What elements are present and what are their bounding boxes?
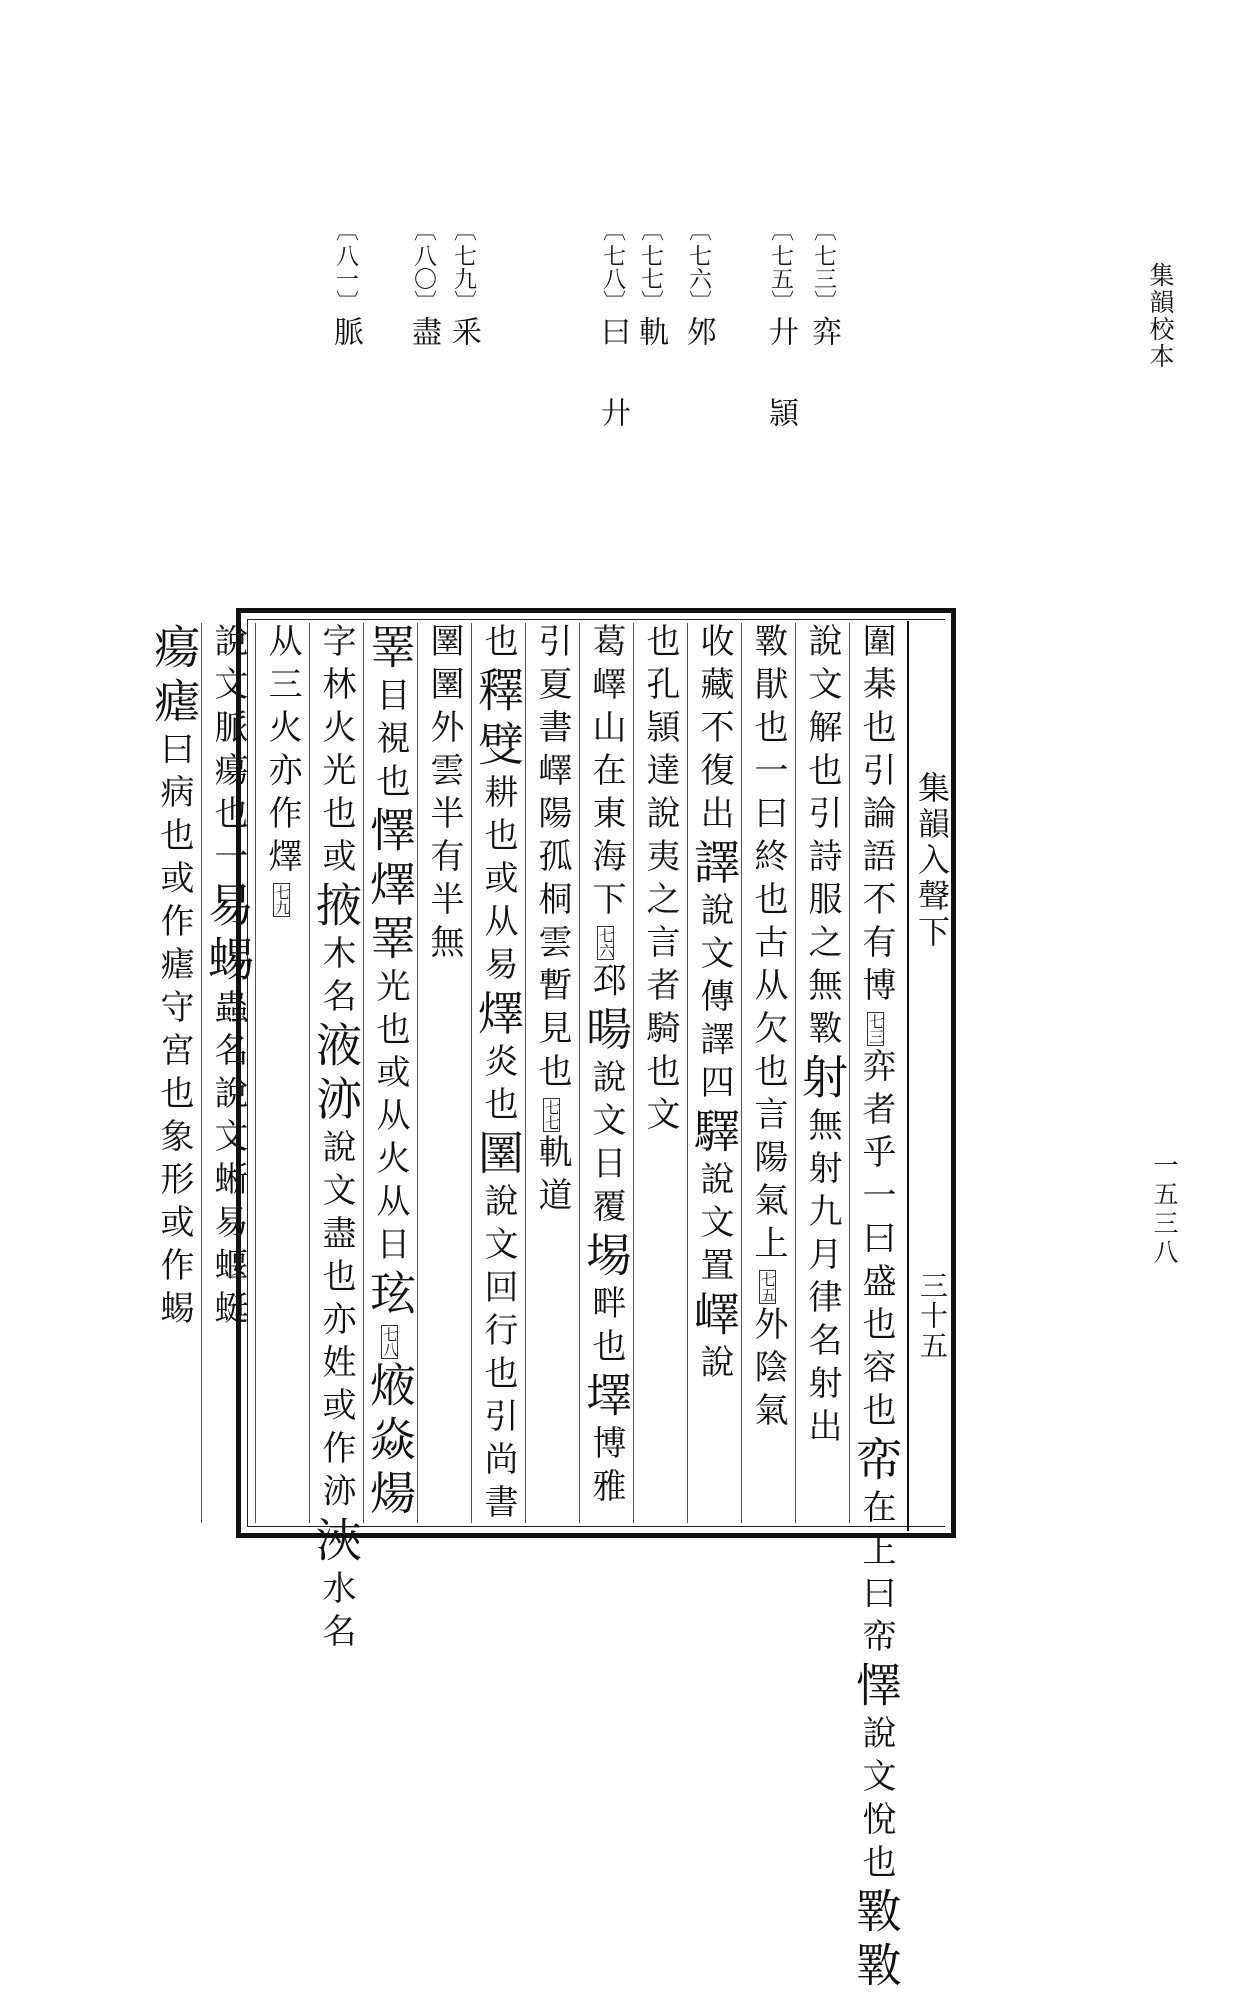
bracket-open: 〔: [637, 218, 663, 244]
gloss-text: 引夏書嶧陽孤桐: [532, 623, 572, 924]
headword: 斁斁: [849, 1887, 903, 1995]
gloss-text: 騎也: [640, 1010, 680, 1096]
text-column: [579, 623, 633, 1523]
collation-note: [328, 218, 363, 354]
headword: 釋: [471, 666, 525, 720]
headword: 浹: [309, 1516, 363, 1570]
text-column: [795, 623, 849, 1523]
headword: 懌: [363, 806, 417, 860]
headword: 射: [795, 1053, 849, 1107]
gloss-text: 光也或从火从日: [370, 968, 410, 1269]
gloss-text: 炎也: [478, 1043, 518, 1129]
gloss-text: 圍棊也引論語不有博: [856, 623, 896, 1010]
note-text: 廾 頴: [763, 316, 798, 435]
gloss-text: 耕也或从易: [478, 774, 518, 989]
gloss-text: 夷之言者: [640, 838, 680, 1010]
headword: 煬: [363, 1469, 417, 1523]
note-marker: 七三: [867, 1014, 885, 1044]
gloss-text: 也: [478, 623, 518, 666]
note-text: 盡: [406, 316, 441, 354]
headword: 睪: [363, 623, 417, 677]
headword: 譯: [687, 838, 741, 892]
gloss-text: 守宮也象形或作蜴: [154, 989, 194, 1333]
gloss-text: 斁猒也一曰終也古从欠: [748, 623, 788, 1053]
collation-note: [595, 218, 630, 435]
bracket-open: 〔: [810, 218, 836, 244]
bracket-close: 〕: [685, 290, 711, 316]
headword: 圛: [471, 1129, 525, 1183]
gloss-text: 在上曰帟: [856, 1489, 896, 1661]
headword: 燡: [363, 860, 417, 914]
gloss-text: 博雅: [586, 1425, 626, 1511]
headword: 驛: [687, 1107, 741, 1161]
headword: 埸: [579, 1231, 633, 1285]
gloss-text: 說文置: [694, 1161, 734, 1290]
bracket-open: 〔: [767, 218, 793, 244]
gloss-text: 木名: [316, 935, 356, 1021]
headword: 墿: [579, 1371, 633, 1425]
text-column: [687, 623, 741, 1523]
bracket-open: 〔: [450, 218, 476, 244]
note-text: 釆: [446, 316, 481, 354]
headword: 蜴: [201, 935, 255, 989]
text-column: [147, 623, 201, 1523]
text-column: [849, 623, 903, 1995]
bracket-close: 〕: [637, 290, 663, 316]
gloss-text: 蟲名說文蜥易蝘蜓: [208, 989, 248, 1333]
headword: 焱: [363, 1415, 417, 1469]
gloss-text: 圛圛外雲半有半無: [424, 623, 464, 967]
gloss-text: 說文傳譯四: [694, 892, 734, 1107]
note-marker: 七八: [381, 1327, 399, 1357]
text-columns: [147, 623, 903, 1995]
collation-notes: [0, 0, 1250, 600]
block-spine: [907, 621, 949, 1531]
headword: 洂: [309, 1075, 363, 1129]
bracket-close: 〕: [410, 290, 436, 316]
headword: 暘: [579, 1005, 633, 1059]
bracket-close: 〕: [450, 290, 476, 316]
note-number: 七九: [450, 244, 476, 290]
note-marker: 七五: [759, 1272, 777, 1302]
headword: 䢃: [471, 720, 525, 774]
note-text: 曰 廾: [595, 316, 630, 435]
gloss-text: 弈者乎一曰盛也容也: [856, 1048, 896, 1435]
gloss-text: 說文日覆: [586, 1059, 626, 1231]
note-text: 邜: [681, 316, 716, 354]
headword: 燡: [471, 989, 525, 1043]
gloss-text: 雲暫見也: [532, 924, 572, 1096]
note-number: 七五: [767, 244, 793, 290]
text-column: [525, 623, 579, 1523]
note-number: 八一: [332, 244, 358, 290]
gloss-text: 說文脈瘍也一: [208, 623, 248, 881]
gloss-text: 說文盡也亦姓或作洂: [316, 1129, 356, 1516]
bracket-close: 〕: [599, 290, 625, 316]
gloss-text: 也言陽氣上: [748, 1053, 788, 1268]
headword: 帟: [849, 1435, 903, 1489]
note-marker: 七九: [273, 885, 291, 915]
gloss-text: 文: [640, 1096, 680, 1139]
headword: 掖: [309, 881, 363, 935]
collation-note: [806, 218, 841, 354]
headword: 液: [309, 1021, 363, 1075]
spine-folio: 三十五: [916, 1271, 949, 1361]
woodblock-page: [147, 608, 956, 1995]
bracket-open: 〔: [332, 218, 358, 244]
text-column: [201, 623, 255, 1523]
note-number: 七六: [685, 244, 711, 290]
gloss-text: 說文悅也: [856, 1715, 896, 1887]
collation-note: [406, 218, 441, 354]
headword: 玹: [363, 1269, 417, 1323]
spine-title: 集韻入聲下: [913, 771, 951, 951]
gloss-text: 無射九月律名射出: [802, 1107, 842, 1451]
note-text: 軌: [633, 316, 668, 354]
bracket-open: 〔: [685, 218, 711, 244]
bracket-open: 〔: [410, 218, 436, 244]
gloss-text: 畔也: [586, 1285, 626, 1371]
collation-note: [681, 218, 716, 354]
note-text: 脈: [328, 316, 363, 354]
headword: 睪: [363, 914, 417, 968]
note-number: 七三: [810, 244, 836, 290]
gloss-text: 字林火光也或: [316, 623, 356, 881]
text-column: [309, 623, 363, 1656]
gloss-text: 說文解也引詩服之無斁: [802, 623, 842, 1053]
text-column: [255, 623, 309, 1523]
headword: 易: [201, 881, 255, 935]
gloss-text: 曰病也或作瘧: [154, 731, 194, 989]
bracket-close: 〕: [767, 290, 793, 316]
note-number: 八〇: [410, 244, 436, 290]
text-column: [363, 623, 417, 1523]
bracket-close: 〕: [332, 290, 358, 316]
running-title: 集韻校本: [1146, 262, 1175, 370]
text-column: [633, 623, 687, 1523]
gloss-text: 收藏不復出: [694, 623, 734, 838]
note-marker: 七七: [543, 1100, 561, 1130]
bracket-open: 〔: [599, 218, 625, 244]
gloss-text: 水名: [316, 1570, 356, 1656]
note-number: 七八: [599, 244, 625, 290]
gloss-text: 說: [694, 1344, 734, 1387]
gloss-text: 軌道: [532, 1134, 572, 1220]
text-column: [417, 623, 471, 1523]
gloss-text: 也孔頴達說: [640, 623, 680, 838]
gloss-text: 目視也: [370, 677, 410, 806]
text-column: [471, 623, 525, 1527]
note-text: 弈: [806, 316, 841, 354]
headword: 嶧: [687, 1290, 741, 1344]
headword: 瘍: [147, 623, 201, 677]
note-number: 七七: [637, 244, 663, 290]
text-column: [741, 623, 795, 1523]
bracket-close: 〕: [810, 290, 836, 316]
gloss-text: 說文回行也引尚書: [478, 1183, 518, 1527]
collation-note: [633, 218, 668, 354]
collation-note: [763, 218, 798, 435]
headword: 瘧: [147, 677, 201, 731]
page-number: 一五三八: [1150, 1152, 1179, 1268]
headword: 焲: [363, 1361, 417, 1415]
note-marker: 七六: [597, 928, 615, 958]
headword: 懌: [849, 1661, 903, 1715]
gloss-text: 从三火亦作燡: [262, 623, 302, 881]
collation-note: [446, 218, 481, 354]
gloss-text: 邳: [586, 962, 626, 1005]
gloss-text: 葛嶧山在東海下: [586, 623, 626, 924]
gloss-text: 外陰氣: [748, 1306, 788, 1435]
